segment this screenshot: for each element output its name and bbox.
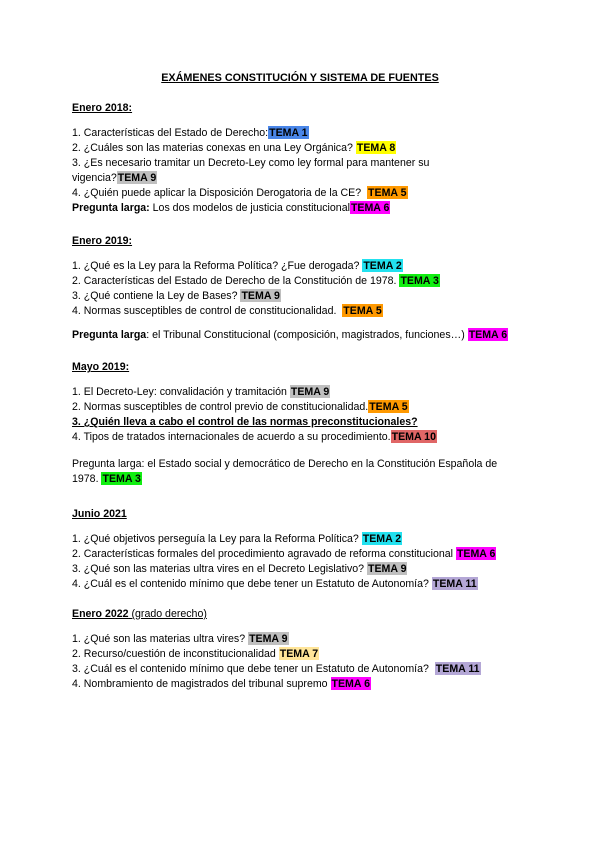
tema-tag: TEMA 5 xyxy=(343,305,382,317)
section-heading: Mayo 2019: xyxy=(72,361,130,373)
section-heading xyxy=(72,606,532,622)
question-text: 4. Nombramiento de magistrados del tribunal supremo xyxy=(72,678,328,690)
question-text: 1978. xyxy=(72,473,99,485)
question-item xyxy=(72,647,532,662)
tema-tag: TEMA 9 xyxy=(249,633,288,645)
question-text: 2. Normas susceptibles de control previo de constitucionalidad. xyxy=(72,401,369,413)
tema-tag: TEMA 9 xyxy=(241,290,280,302)
long-question-label: Pregunta larga xyxy=(72,329,147,341)
question-item xyxy=(72,186,532,201)
question-text: 1. ¿Qué son las materias ultra vires? xyxy=(72,633,246,645)
question-text: 1. Características del Estado de Derecho: xyxy=(72,127,269,139)
tema-tag: TEMA 2 xyxy=(363,260,402,272)
section-heading-suffix: (grado derecho) xyxy=(128,608,207,620)
long-question xyxy=(72,201,532,216)
tema-tag: TEMA 9 xyxy=(290,386,330,398)
question-item xyxy=(72,259,532,274)
question-text: 2. Características del Estado de Derecho de la Constitución de 1978. xyxy=(72,275,397,287)
question-item xyxy=(72,547,532,562)
section-enero-2018 xyxy=(72,100,532,216)
question-text: Pregunta larga: el Estado social y democrático de Derecho en la Constitución Española de xyxy=(72,458,498,470)
section-heading-text: Enero 2022 xyxy=(72,608,129,620)
question-item xyxy=(72,562,532,577)
document-title: EXÁMENES CONSTITUCIÓN Y SISTEMA DE FUENTES xyxy=(161,72,439,84)
long-question xyxy=(72,328,532,343)
question-item xyxy=(72,141,532,156)
question-text: 3. ¿Cuál es el contenido mínimo que debe tener un Estatuto de Autonomía? xyxy=(72,663,429,675)
question-text: 1. ¿Qué objetivos perseguía la Ley para la Reforma Política? xyxy=(72,533,359,545)
tema-tag: TEMA 3 xyxy=(400,275,439,287)
tema-tag: TEMA 11 xyxy=(435,663,480,675)
tema-tag: TEMA 5 xyxy=(369,401,408,413)
section-enero-2022 xyxy=(72,606,532,692)
question-text: : el Tribunal Constitucional (composición, magistrados, funciones…) xyxy=(146,329,465,341)
question-item xyxy=(72,415,532,430)
tema-tag: TEMA 6 xyxy=(331,678,370,690)
section-heading: Junio 2021 xyxy=(72,508,127,520)
tema-tag: TEMA 3 xyxy=(102,473,141,485)
section-heading: Enero 2019: xyxy=(72,235,133,247)
question-item-continued xyxy=(72,171,532,186)
long-question xyxy=(72,457,532,472)
question-text: 1. ¿Qué es la Ley para la Reforma Política? ¿Fue derogada? xyxy=(72,260,360,272)
question-item xyxy=(72,632,532,647)
tema-tag: TEMA 10 xyxy=(391,431,436,443)
tema-tag: TEMA 6 xyxy=(350,202,390,214)
question-text: 3. ¿Qué contiene la Ley de Bases? xyxy=(72,290,238,302)
question-item xyxy=(72,677,532,692)
question-text: 3. ¿Qué son las materias ultra vires en el Decreto Legislativo? xyxy=(72,563,365,575)
question-item xyxy=(72,304,532,319)
tema-tag: TEMA 9 xyxy=(368,563,407,575)
section-mayo-2019 xyxy=(72,359,532,487)
question-text: 2. Recurso/cuestión de inconstitucionalidad xyxy=(72,648,276,660)
question-text: vigencia? xyxy=(72,172,117,184)
question-item xyxy=(72,274,532,289)
question-item xyxy=(72,126,532,141)
tema-tag: TEMA 9 xyxy=(117,172,157,184)
question-text: 4. ¿Cuál es el contenido mínimo que debe tener un Estatuto de Autonomía? xyxy=(72,578,429,590)
section-enero-2019 xyxy=(72,233,532,343)
question-item xyxy=(72,577,532,592)
question-item xyxy=(72,430,532,445)
section-heading: Enero 2018: xyxy=(72,102,133,114)
tema-tag: TEMA 5 xyxy=(368,187,407,199)
tema-tag: TEMA 1 xyxy=(269,127,308,139)
tema-tag: TEMA 6 xyxy=(468,329,508,341)
tema-tag: TEMA 7 xyxy=(279,648,319,660)
question-text: 4. Normas susceptibles de control de constitucionalidad. xyxy=(72,305,337,317)
section-junio-2021 xyxy=(72,506,532,592)
question-text: 2. Características formales del procedimiento agravado de reforma constitucional xyxy=(72,548,453,560)
question-text: 1. El Decreto-Ley: convalidación y tramitación xyxy=(72,386,287,398)
question-item xyxy=(72,400,532,415)
tema-tag: TEMA 6 xyxy=(456,548,496,560)
tema-tag: TEMA 11 xyxy=(432,578,477,590)
question-item xyxy=(72,385,532,400)
question-text: Los dos modelos de justicia constitucional xyxy=(149,202,350,214)
question-text: 2. ¿Cuáles son las materias conexas en una Ley Orgánica? xyxy=(72,142,353,154)
question-item xyxy=(72,662,532,677)
question-text: 3. ¿Es necesario tramitar un Decreto-Ley como ley formal para mantener su xyxy=(72,157,430,169)
question-item xyxy=(72,532,532,547)
question-text: 3. ¿Quién lleva a cabo el control de las normas preconstitucionales? xyxy=(72,416,418,428)
question-text: 4. Tipos de tratados internacionales de acuerdo a su procedimiento. xyxy=(72,431,391,443)
long-question-continued xyxy=(72,472,532,487)
question-item xyxy=(72,289,532,304)
tema-tag: TEMA 8 xyxy=(356,142,396,154)
question-item xyxy=(72,156,532,171)
long-question-label: Pregunta larga: xyxy=(72,202,150,214)
question-text: 4. ¿Quién puede aplicar la Disposición Derogatoria de la CE? xyxy=(72,187,362,199)
tema-tag: TEMA 2 xyxy=(362,533,402,545)
